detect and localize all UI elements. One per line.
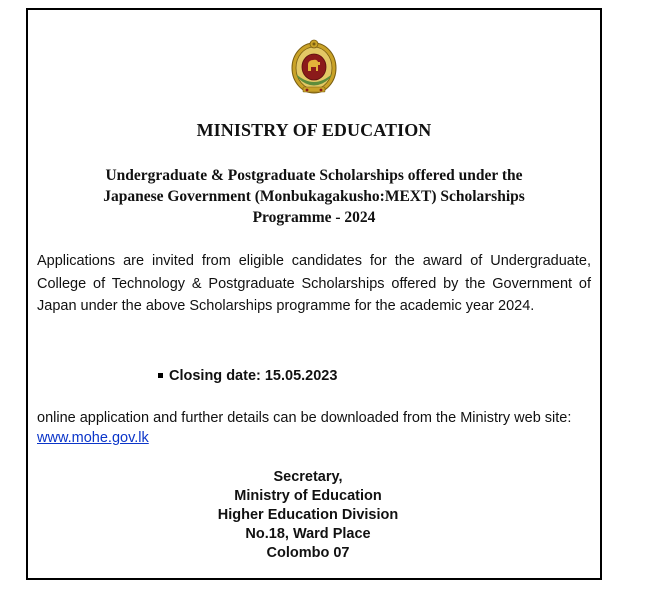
scholarship-title-line: Programme - 2024 bbox=[252, 209, 376, 226]
ministry-title: MINISTRY OF EDUCATION bbox=[196, 120, 432, 140]
online-application-text bbox=[37, 408, 591, 448]
scholarship-title bbox=[48, 165, 580, 228]
signature-line: Ministry of Education bbox=[234, 488, 382, 504]
bullet-icon bbox=[158, 373, 163, 378]
closing-date-text: Closing date: 15.05.2023 bbox=[169, 368, 338, 384]
scholarship-title-line: Japanese Government (Monbukagakusho:MEXT) Scholarships bbox=[103, 188, 525, 205]
scholarship-title-line: Undergraduate & Postgraduate Scholarships offered under the bbox=[105, 167, 523, 184]
notice-frame bbox=[26, 8, 602, 580]
signature-line: Secretary, bbox=[273, 469, 343, 485]
body-paragraph: Applications are invited from eligible candidates for the award of Undergraduate, College of Technology & Postgraduate Scholarships offered by the Government of Japan under the above Scholarships programme for the academic year 2024. bbox=[37, 253, 591, 314]
signature-line: Colombo 07 bbox=[266, 545, 350, 561]
sri-lanka-emblem-icon bbox=[290, 38, 338, 96]
website-link[interactable]: www.mohe.gov.lk bbox=[37, 430, 149, 446]
signature-block bbox=[178, 468, 438, 563]
signature-line: Higher Education Division bbox=[217, 507, 399, 523]
closing-date bbox=[158, 368, 337, 384]
online-text-prefix: online application and further details can be downloaded from the Ministry web site: bbox=[37, 410, 572, 426]
signature-line: No.18, Ward Place bbox=[245, 526, 371, 542]
